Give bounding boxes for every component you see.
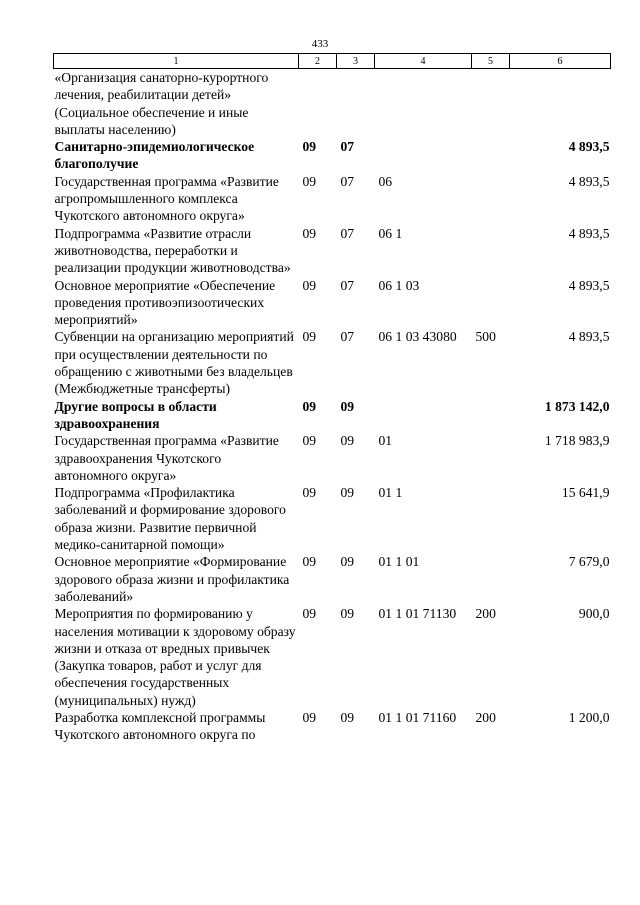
row-subsection-code: 09 [340,606,355,622]
column-header-5: 5 [472,54,510,69]
table-row [54,553,611,605]
row-amount: 4 893,5 [568,277,610,293]
column-header-3: 3 [337,54,375,69]
row-subsection-code: 09 [340,433,355,449]
row-subsection-code: 07 [340,277,355,293]
row-amount: 4 893,5 [568,173,610,189]
row-target-article: 01 1 [378,485,403,501]
row-section-code: 09 [302,709,317,725]
column-header-6: 6 [510,54,611,69]
table-row [54,328,611,397]
table-row [54,398,611,433]
row-amount: 900,0 [578,606,610,622]
row-amount: 1 718 983,9 [544,433,610,449]
row-amount [510,69,611,139]
row-section-code [299,69,337,139]
row-subsection-code: 07 [340,173,355,189]
row-amount: 4 893,5 [568,329,610,345]
row-target-article [375,398,472,433]
table-row [54,173,611,225]
table-row [54,432,611,484]
row-target-article: 01 1 01 71130 [378,606,457,622]
row-section-code: 09 [302,139,317,155]
row-subsection-code: 07 [340,139,355,155]
row-name: Подпрограмма «Развитие отрасли животноводства, переработки и реализации продукции животноводства» [54,225,291,276]
row-amount: 1 873 142,0 [544,398,610,414]
row-expense-type [472,484,510,553]
row-expense-type [472,553,510,605]
row-subsection-code: 09 [340,709,355,725]
row-target-article: 06 [378,173,393,189]
row-target-article: 01 [378,433,393,449]
row-name: Разработка комплексной программы Чукотского автономного округа по [54,709,266,743]
row-amount: 1 200,0 [568,709,610,725]
row-name: Другие вопросы в области здравоохранения [54,398,217,431]
row-target-article: 06 1 [378,225,403,241]
row-expense-type [472,138,510,173]
row-target-article: 01 1 01 71160 [378,709,457,725]
row-name: Мероприятия по формированию у населения мотивации к здоровому образу жизни и отказа от вредных привычек (Закупка товаров, работ и услуг для обеспечения государственных (муниципальных) нужд) [54,606,296,708]
row-section-code: 09 [302,433,317,449]
row-name: Основное мероприятие «Обеспечение проведения противоэпизоотических мероприятий» [54,277,276,328]
row-amount: 15 641,9 [561,485,610,501]
column-header-2: 2 [299,54,337,69]
table-row [54,277,611,329]
row-subsection-code: 07 [340,329,355,345]
row-expense-type: 200 [475,709,496,725]
row-expense-type: 500 [475,329,496,345]
row-name: Основное мероприятие «Формирование здорового образа жизни и профилактика заболеваний» [54,554,290,604]
table-header [54,54,611,69]
row-name: «Организация санаторно-курортного лечения, реабилитации детей» (Социальное обеспечение и иные выплаты населению) [54,70,269,137]
page-number: 433 [311,38,329,50]
row-name: Подпрограмма «Профилактика заболеваний и формирование здорового образа жизни. Развитие первичной медико-санитарной помощи» [54,485,286,553]
row-section-code: 09 [302,225,317,241]
row-expense-type [472,69,510,139]
row-name: Государственная программа «Развитие здравоохранения Чукотского автономного округа» [54,433,279,483]
row-subsection-code: 09 [340,554,355,570]
table-row [54,484,611,553]
row-section-code: 09 [302,329,317,345]
row-target-article [375,138,472,173]
table-row [54,138,611,173]
row-section-code: 09 [302,606,317,622]
row-target-article: 06 1 03 [378,277,420,293]
row-amount: 4 893,5 [568,139,610,155]
row-expense-type [472,225,510,277]
table-row [54,605,611,709]
row-target-article [375,69,472,139]
column-header-4: 4 [375,54,472,69]
budget-table [53,53,611,744]
column-header-1: 1 [54,54,299,69]
row-subsection-code: 09 [340,398,355,414]
row-subsection-code: 07 [340,225,355,241]
row-section-code: 09 [302,485,317,501]
row-target-article: 06 1 03 43080 [378,329,457,345]
row-section-code: 09 [302,554,317,570]
table-row [54,709,611,744]
row-name: Санитарно-эпидемиологическое благополучие [54,139,255,172]
row-subsection-code: 09 [340,485,355,501]
row-expense-type [472,432,510,484]
row-amount: 7 679,0 [568,554,610,570]
row-name: Государственная программа «Развитие агропромышленного комплекса Чукотского автономного округа» [54,173,279,224]
table-row [54,225,611,277]
row-amount: 4 893,5 [568,225,610,241]
table-body [54,69,611,744]
row-section-code: 09 [302,398,317,414]
row-subsection-code [337,69,375,139]
row-expense-type [472,173,510,225]
row-target-article: 01 1 01 [378,554,420,570]
row-expense-type [472,398,510,433]
row-section-code: 09 [302,277,317,293]
column-number-row [54,54,611,69]
row-expense-type [472,277,510,329]
table-row [54,69,611,139]
row-section-code: 09 [302,173,317,189]
row-expense-type: 200 [475,606,496,622]
row-name: Субвенции на организацию мероприятий при осуществлении деятельности по обращению с животными без владельцев (Межбюджетные трансферты) [54,329,294,397]
